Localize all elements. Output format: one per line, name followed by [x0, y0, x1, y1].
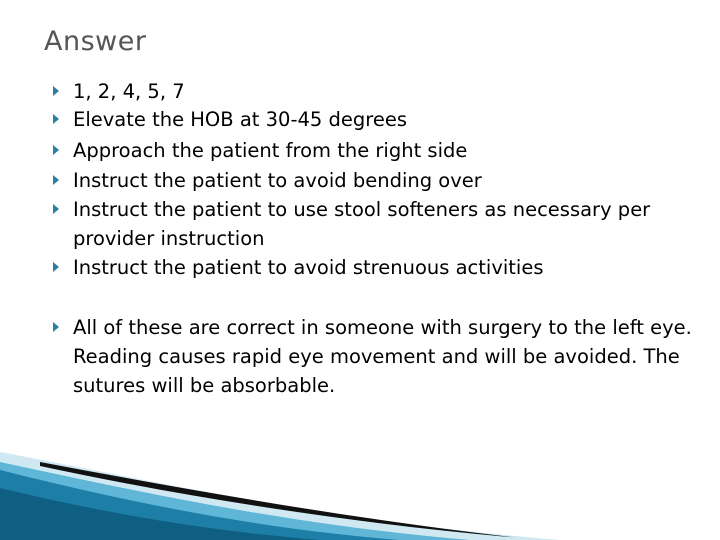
bullet-text: Approach the patient from the right side	[73, 139, 468, 162]
slide-title: Answer	[44, 26, 147, 57]
bullet-text: Instruct the patient to avoid strenuous activities	[73, 256, 544, 279]
bullet-text: Instruct the patient to use stool softeners as necessary per provider instruction	[73, 198, 651, 250]
bullet-text: 1, 2, 4, 5, 7	[73, 80, 185, 103]
bullet-text: All of these are correct in someone with surgery to the left eye. Reading causes rapid eye movement and will be avoided. The sutures will be absorbable.	[73, 316, 692, 397]
bullet-text: Instruct the patient to avoid bending over	[73, 169, 482, 192]
bullet-text: Elevate the HOB at 30-45 degrees	[73, 108, 408, 131]
